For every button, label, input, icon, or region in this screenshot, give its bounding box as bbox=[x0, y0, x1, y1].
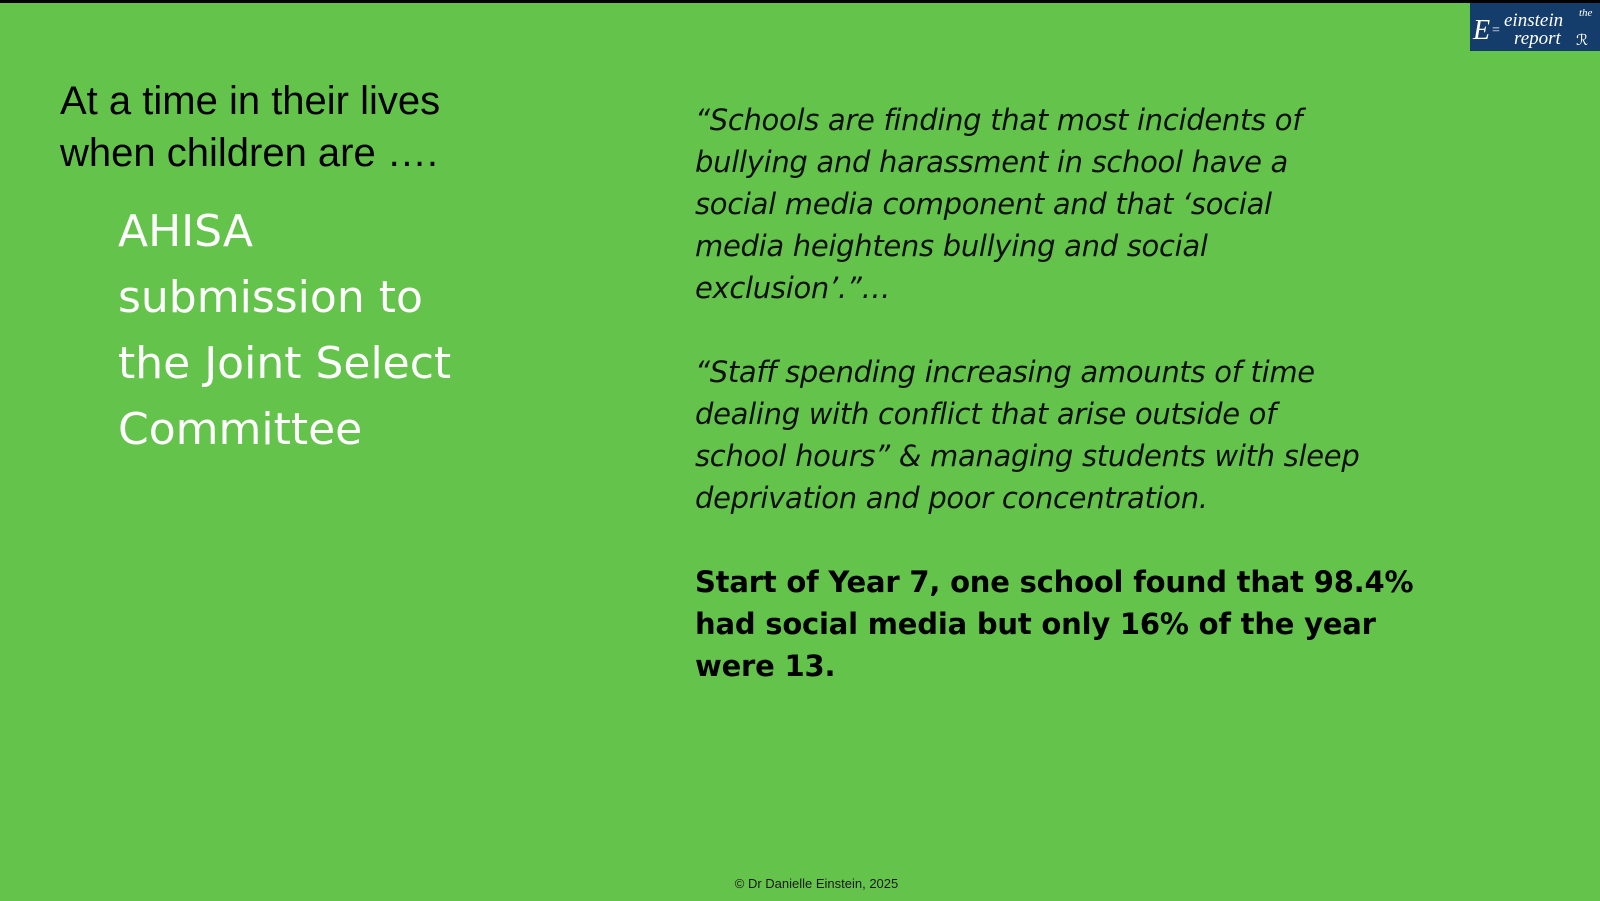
quote-line: “Schools are finding that most incidents of bbox=[695, 103, 1303, 137]
quote-line: school hours” & managing students with sleep bbox=[695, 439, 1360, 473]
logo-word-report: report bbox=[1514, 28, 1561, 49]
logo-word-einstein: einstein bbox=[1504, 10, 1564, 31]
heading-line: At a time in their lives bbox=[60, 79, 441, 123]
slide-subheading bbox=[118, 199, 518, 463]
fact-line: had social media but only 16% of the year bbox=[695, 607, 1376, 641]
slide-heading bbox=[60, 75, 520, 179]
quote-column bbox=[695, 99, 1455, 687]
year7-fact bbox=[695, 561, 1455, 687]
logo-superscript: the bbox=[1579, 7, 1593, 19]
logo-equals: = bbox=[1492, 23, 1500, 38]
slide bbox=[0, 3, 1600, 901]
quote-line: deprivation and poor concentration. bbox=[695, 481, 1208, 515]
einstein-report-logo bbox=[1470, 3, 1600, 51]
quote-line: media heightens bullying and social bbox=[695, 229, 1208, 263]
quote-staff bbox=[695, 351, 1455, 519]
quote-line: dealing with conflict that arise outside of bbox=[695, 397, 1277, 431]
quote-line: “Staff spending increasing amounts of time bbox=[695, 355, 1315, 389]
quote-line: bullying and harassment in school have a bbox=[695, 145, 1289, 179]
quote-line: social media component and that ‘social bbox=[695, 187, 1272, 221]
copyright-footer: © Dr Danielle Einstein, 2025 bbox=[734, 876, 899, 891]
logo-letter: E bbox=[1473, 15, 1491, 46]
subheading-line: Committee bbox=[118, 404, 363, 455]
quote-bullying bbox=[695, 99, 1455, 309]
fact-line: Start of Year 7, one school found that 98.4% bbox=[695, 565, 1414, 599]
logo-mark-icon: ℛ bbox=[1576, 31, 1588, 49]
subheading-line: AHISA bbox=[118, 206, 254, 257]
quote-line: exclusion’.”… bbox=[695, 271, 891, 305]
fact-line: were 13. bbox=[695, 649, 836, 683]
heading-line: when children are …. bbox=[60, 131, 438, 175]
subheading-line: the Joint Select bbox=[118, 338, 452, 389]
subheading-line: submission to bbox=[118, 272, 423, 323]
